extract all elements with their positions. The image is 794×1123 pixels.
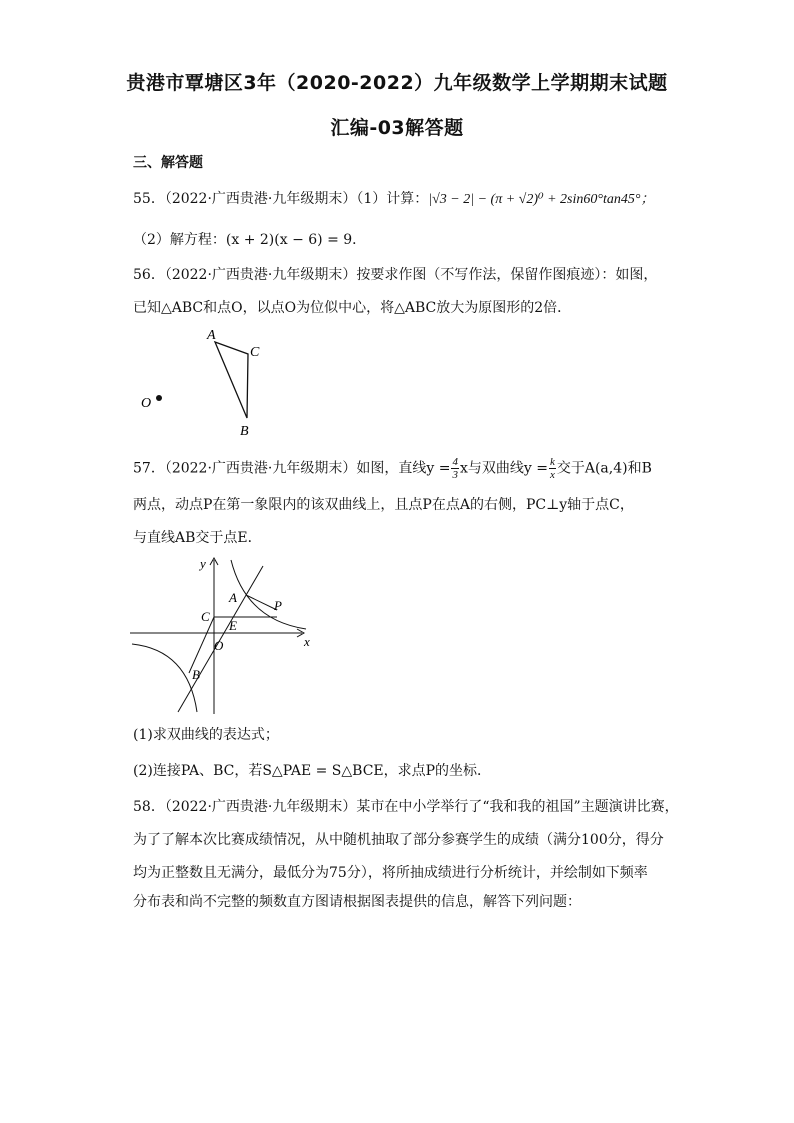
q55-line2: （2）解方程：(x + 2)(x − 6) = 9． xyxy=(133,232,367,248)
q58-line3: 均为正整数且无满分，最低分为75分），将所抽成绩进行分析统计，并绘制如下频率 xyxy=(133,865,648,881)
q55-expression: |√3 − 2| − (π + √2)⁰ + 2sin60°tan45°； xyxy=(428,192,655,207)
q58-line1: 58．（2022·广西贵港·九年级期末）某市在中小学举行了“我和我的祖国”主题演讲比赛， xyxy=(133,799,679,815)
q56-triangle-figure xyxy=(130,320,290,445)
frac2-numerator: k xyxy=(549,456,555,468)
frac2-denominator: x xyxy=(549,469,555,481)
q58-line4: 分布表和尚不完整的频数直方图请根据图表提供的信息，解答下列问题： xyxy=(133,894,581,910)
q57-sub1: (1)求双曲线的表达式； xyxy=(133,727,279,743)
q57-line2: 两点，动点P在第一象限内的该双曲线上，且点P在点A的右侧，PC⊥y轴于点C， xyxy=(133,497,634,513)
hyperbola-branch-q1 xyxy=(231,560,306,629)
q56-line1: 56．（2022·广西贵港·九年级期末）按要求作图（不写作法，保留作图痕迹）：如图， xyxy=(133,267,658,283)
label-b: B xyxy=(192,667,200,682)
label-e: E xyxy=(229,618,237,633)
q57-hyperbola-figure xyxy=(128,552,318,717)
triangle-abc xyxy=(215,342,248,418)
q57-sub2: (2)连接PA、BC，若S△PAE = S△BCE，求点P的坐标． xyxy=(133,763,492,779)
doc-title-line2: 汇编-03解答题 xyxy=(330,117,464,139)
q57-fraction-4-3 xyxy=(451,456,459,481)
q57-text-c: 交于A(a,4)和B xyxy=(556,460,652,477)
frac1-numerator: 4 xyxy=(452,456,458,468)
label-x: x xyxy=(304,634,310,649)
q57-text-a: 57．（2022·广西贵港·九年级期末）如图，直线y = xyxy=(133,460,451,477)
segment-bc xyxy=(189,617,214,673)
q55-prefix: 55．（2022·广西贵港·九年级期末）（1）计算： xyxy=(133,191,429,207)
label-y: y xyxy=(200,556,206,571)
q58-line2: 为了了解本次比赛成绩情况，从中随机抽取了部分参赛学生的成绩（满分100分，得分 xyxy=(133,832,664,848)
label-o: O xyxy=(141,396,152,411)
q57-line3: 与直线AB交于点E． xyxy=(133,530,262,546)
q56-line2: 已知△ABC和点O，以点O为位似中心，将△ABC放大为原图形的2倍． xyxy=(133,300,572,316)
doc-title-line1: 贵港市覃塘区3年（2020-2022）九年级数学上学期期末试题 xyxy=(126,72,668,94)
label-c: C xyxy=(250,345,260,360)
section-heading: 三、解答题 xyxy=(133,155,203,171)
point-o xyxy=(156,395,162,401)
q57-line1 xyxy=(133,456,652,481)
segment-pa xyxy=(246,595,277,610)
q57-fraction-k-x xyxy=(549,456,556,481)
frac1-denominator: 3 xyxy=(452,469,458,481)
hyperbola-branch-q3 xyxy=(132,644,197,712)
label-o: O xyxy=(214,638,224,653)
q55-line1 xyxy=(133,188,654,208)
label-a: A xyxy=(229,590,237,605)
label-p: P xyxy=(274,598,282,613)
label-b: B xyxy=(240,424,249,439)
q57-text-b: x与双曲线y = xyxy=(459,460,548,477)
label-c: C xyxy=(201,609,210,624)
label-a: A xyxy=(207,328,216,343)
